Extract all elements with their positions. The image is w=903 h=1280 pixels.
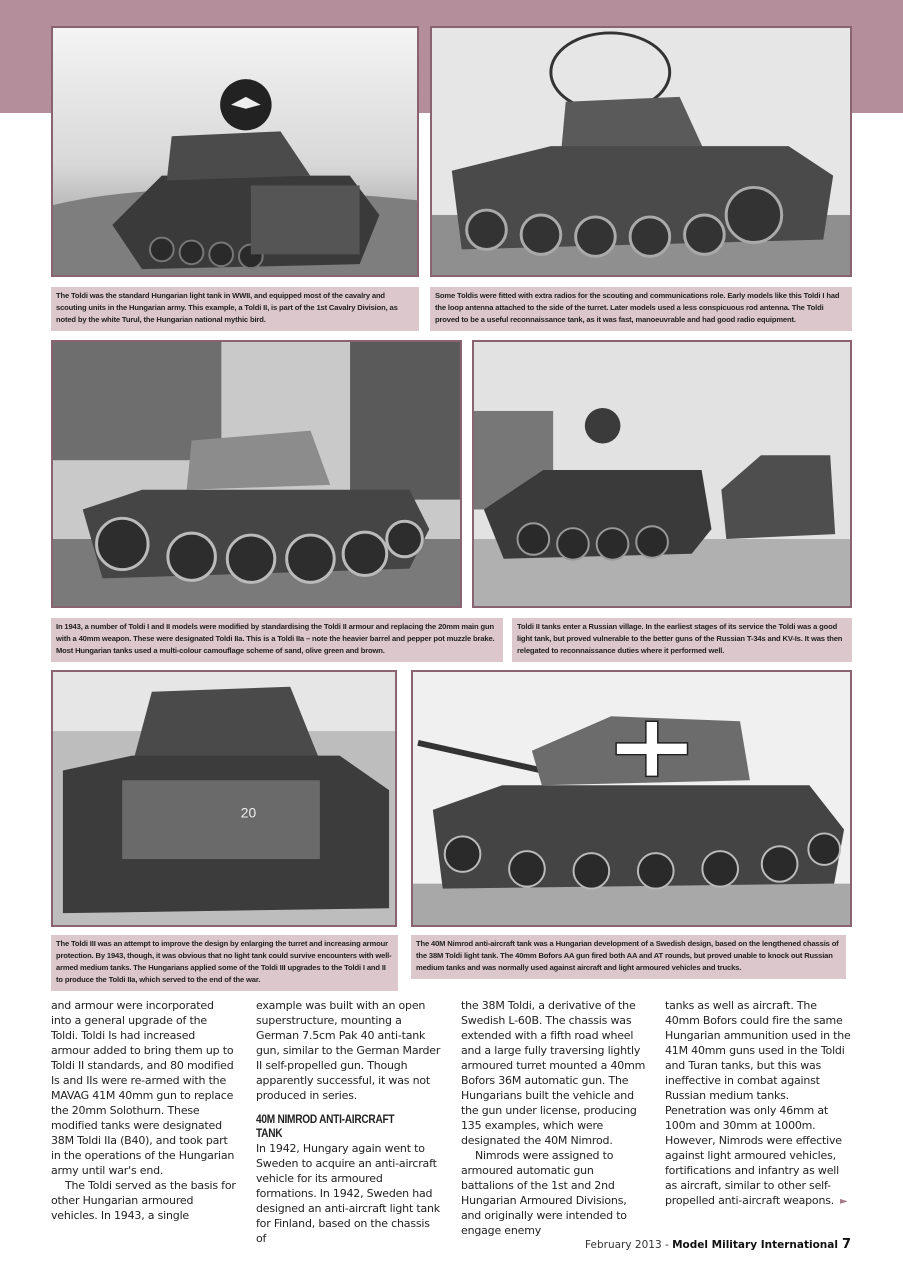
body-paragraph: and armour were incorporated into a general upgrade of the Toldi. Toldi Is had increased armour added to bring them up to Toldi II standards, and 80 modified Is and IIs were re-armed with the MAVAG 41M 40mm gun to replace the 20mm Solothurn. These modified tanks were designated 38M Toldi IIa (B40), and took part in the operations of the Hungarian army until war's end. <box>51 999 235 1177</box>
caption-toldi-iii: The Toldi III was an attempt to improve the design by enlarging the turret and increasing armour protection. By 1943, though, it was obvious that no light tank could survive encounters with well-armed medium tanks. The Hungarians applied some of the Toldi III upgrades to the Toldi I and II to produce the Toldi IIa, which served to the end of the war. <box>51 935 398 991</box>
body-column-3 <box>461 998 647 1238</box>
body-paragraph: the 38M Toldi, a derivative of the Swedish L-60B. The chassis was extended with a fifth road wheel and a large fully traversing lightly armoured turret mounted a 40mm Bofors 36M automatic gun. The Hungarians built the vehicle and the gun under license, producing 135 examples, which were designated the 40M Nimrod. <box>461 999 646 1147</box>
body-column-4 <box>665 998 851 1209</box>
body-column-2 <box>256 998 442 1246</box>
caption-40m-nimrod: The 40M Nimrod anti-aircraft tank was a Hungarian development of a Swedish design, based on the lengthened chassis of the 38M Toldi light tank. The 40mm Bofors AA gun fired both AA and AT rounds, but proved unable to knock out Russian medium tanks and was normally used against aircraft and light armoured vehicles and trucks. <box>411 935 846 979</box>
body-column-1 <box>51 998 237 1223</box>
photo-toldi-iii <box>51 670 397 927</box>
photo-toldi-russian-village <box>472 340 852 608</box>
body-paragraph: example was built with an open superstructure, mounting a German 7.5cm Pak 40 anti-tank gun, similar to the German Marder II self-propelled gun. Though apparently successful, it was not produced in series. <box>256 999 441 1102</box>
caption-russian-village: Toldi II tanks enter a Russian village. In the earliest stages of its service the Toldi was a good light tank, but proved vulnerable to the better guns of the Russian T-34s and KV-Is. It was then relegated to reconnaissance duties where it performed well. <box>512 618 852 662</box>
section-heading-nimrod: 40M NIMROD ANTI-AIRCRAFT TANK <box>256 1114 395 1140</box>
footer-magazine: Model Military International <box>672 1239 838 1251</box>
body-paragraph: The Toldi served as the basis for other Hungarian armoured vehicles. In 1943, a single <box>51 1179 236 1222</box>
caption-toldi-iia: In 1943, a number of Toldi I and II models were modified by standardising the Toldi II armour and replacing the 20mm main gun with a 40mm weapon. These were designated Toldi IIa. This is a Toldi IIa – note the heavier barrel and pepper pot muzzle brake. Most Hungarian tanks used a multi-colour camouflage scheme of sand, olive green and brown. <box>51 618 503 662</box>
page-number: 7 <box>841 1237 851 1252</box>
photo-toldi-ii-turul <box>51 26 419 277</box>
body-paragraph-text: tanks as well as aircraft. The 40mm Bofors could fire the same Hungarian ammunition used in the 41M 40mm guns used in the Toldi and Turan tanks, but this was ineffective in combat against Russian medium tanks. Penetration was only 46mm at 100m and 30mm at 1000m. However, Nimrods were effective against light armoured vehicles, fortifications and infantry as well as aircraft, similar to other self-propelled anti-aircraft weapons. <box>665 999 851 1207</box>
caption-toldi-ii: The Toldi was the standard Hungarian light tank in WWII, and equipped most of the cavalry and scouting units in the Hungarian army. This example, a Toldi II, is part of the 1st Cavalry Division, as noted by the white Turul, the Hungarian national mythic bird. <box>51 287 419 331</box>
photo-toldi-iia <box>51 340 462 608</box>
hull-number-20: 20 <box>240 804 257 821</box>
footer-date: February 2013 - <box>585 1239 673 1251</box>
caption-toldi-radio: Some Toldis were fitted with extra radios for the scouting and communications role. Early models like this Toldi I had the loop antenna attached to the side of the turret. Later models used a less conspicuous rod antenna. The Toldi proved to be a useful reconnaissance tank, as it was fast, manoeuvrable and had good radio equipment. <box>430 287 852 331</box>
photo-40m-nimrod <box>411 670 852 927</box>
photo-toldi-i-loop-antenna <box>430 26 852 277</box>
body-paragraph: In 1942, Hungary again went to Sweden to acquire an anti-aircraft vehicle for its armoured formations. In 1942, Sweden had designed an anti-aircraft light tank for Finland, based on the chassis of <box>256 1142 440 1245</box>
page-footer <box>585 1237 851 1252</box>
end-mark-icon: ► <box>840 1196 848 1207</box>
body-paragraph: Nimrods were assigned to armoured automatic gun battalions of the 1st and 2nd Hungarian Armoured Divisions, and originally were intended to engage enemy <box>461 1149 627 1237</box>
body-paragraph <box>665 998 851 1209</box>
